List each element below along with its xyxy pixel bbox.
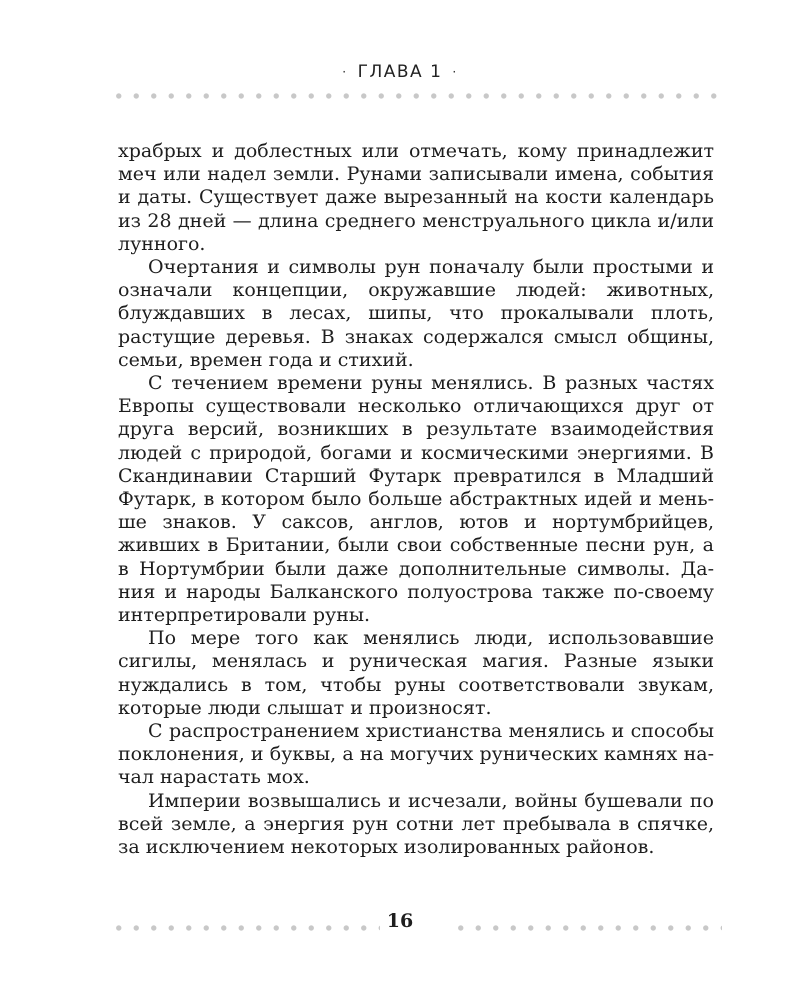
paragraph-2: Очертания и символы рун поначалу были простыми и означали концепции, окружавшие людей: животных, блуждавших в лесах, шипы, что прокалывали плоть, растущие деревья. В знаках содержался смысл общины, семьи, времен года и стихий. [118,256,714,371]
header-dotted-rule [110,93,722,99]
body-text [118,140,714,859]
page-number: 16 [386,910,414,932]
header-separator-left: · [342,65,348,79]
paragraph-4: По мере того как менялись люди, использовавшие сигилы, менялась и руническая магия. Разные языки нуждались в том, чтобы руны соответствовали звукам, которые люди слышат и произносят. [118,627,714,719]
header-separator-right: · [452,65,458,79]
paragraph-1: храбрых и доблестных или отмечать, кому принадлежит меч или надел земли. Рунами записывали имена, события и даты. Существует даже вырезанный на кости календарь из 28 дней — длина среднего менструального цикла и/или лунного. [118,140,714,255]
chapter-title: ГЛАВА 1 [357,62,443,82]
paragraph-3: С течением времени руны менялись. В разных частях Европы существовали несколько отличающихся друг от друга версий, возникших в результате взаимодействия людей с природой, богами и космическими энергиями. В Скандинавии Старший Футарк превратился в Младший Футарк, в котором было больше абстрактных идей и меньше знаков. У саксов, англов, ютов и нортумбрийцев, живших в Британии, были свои собственные песни рун, а в Нортумбрии были даже дополнительные символы. Дания и народы Балканского полуострова также по-своему интерпретировали руны. [118,372,714,627]
paragraph-6: Империи возвышались и исчезали, войны бушевали по всей земле, а энергия рун сотни лет пребывала в спячке, за исключением некоторых изолированных районов. [118,789,714,859]
running-header [0,62,800,82]
paragraph-5: С распространением христианства менялись и способы поклонения, и буквы, а на могучих рунических камнях начал нарастать мох. [118,720,714,789]
footer-dotted-rule-right [452,925,722,931]
